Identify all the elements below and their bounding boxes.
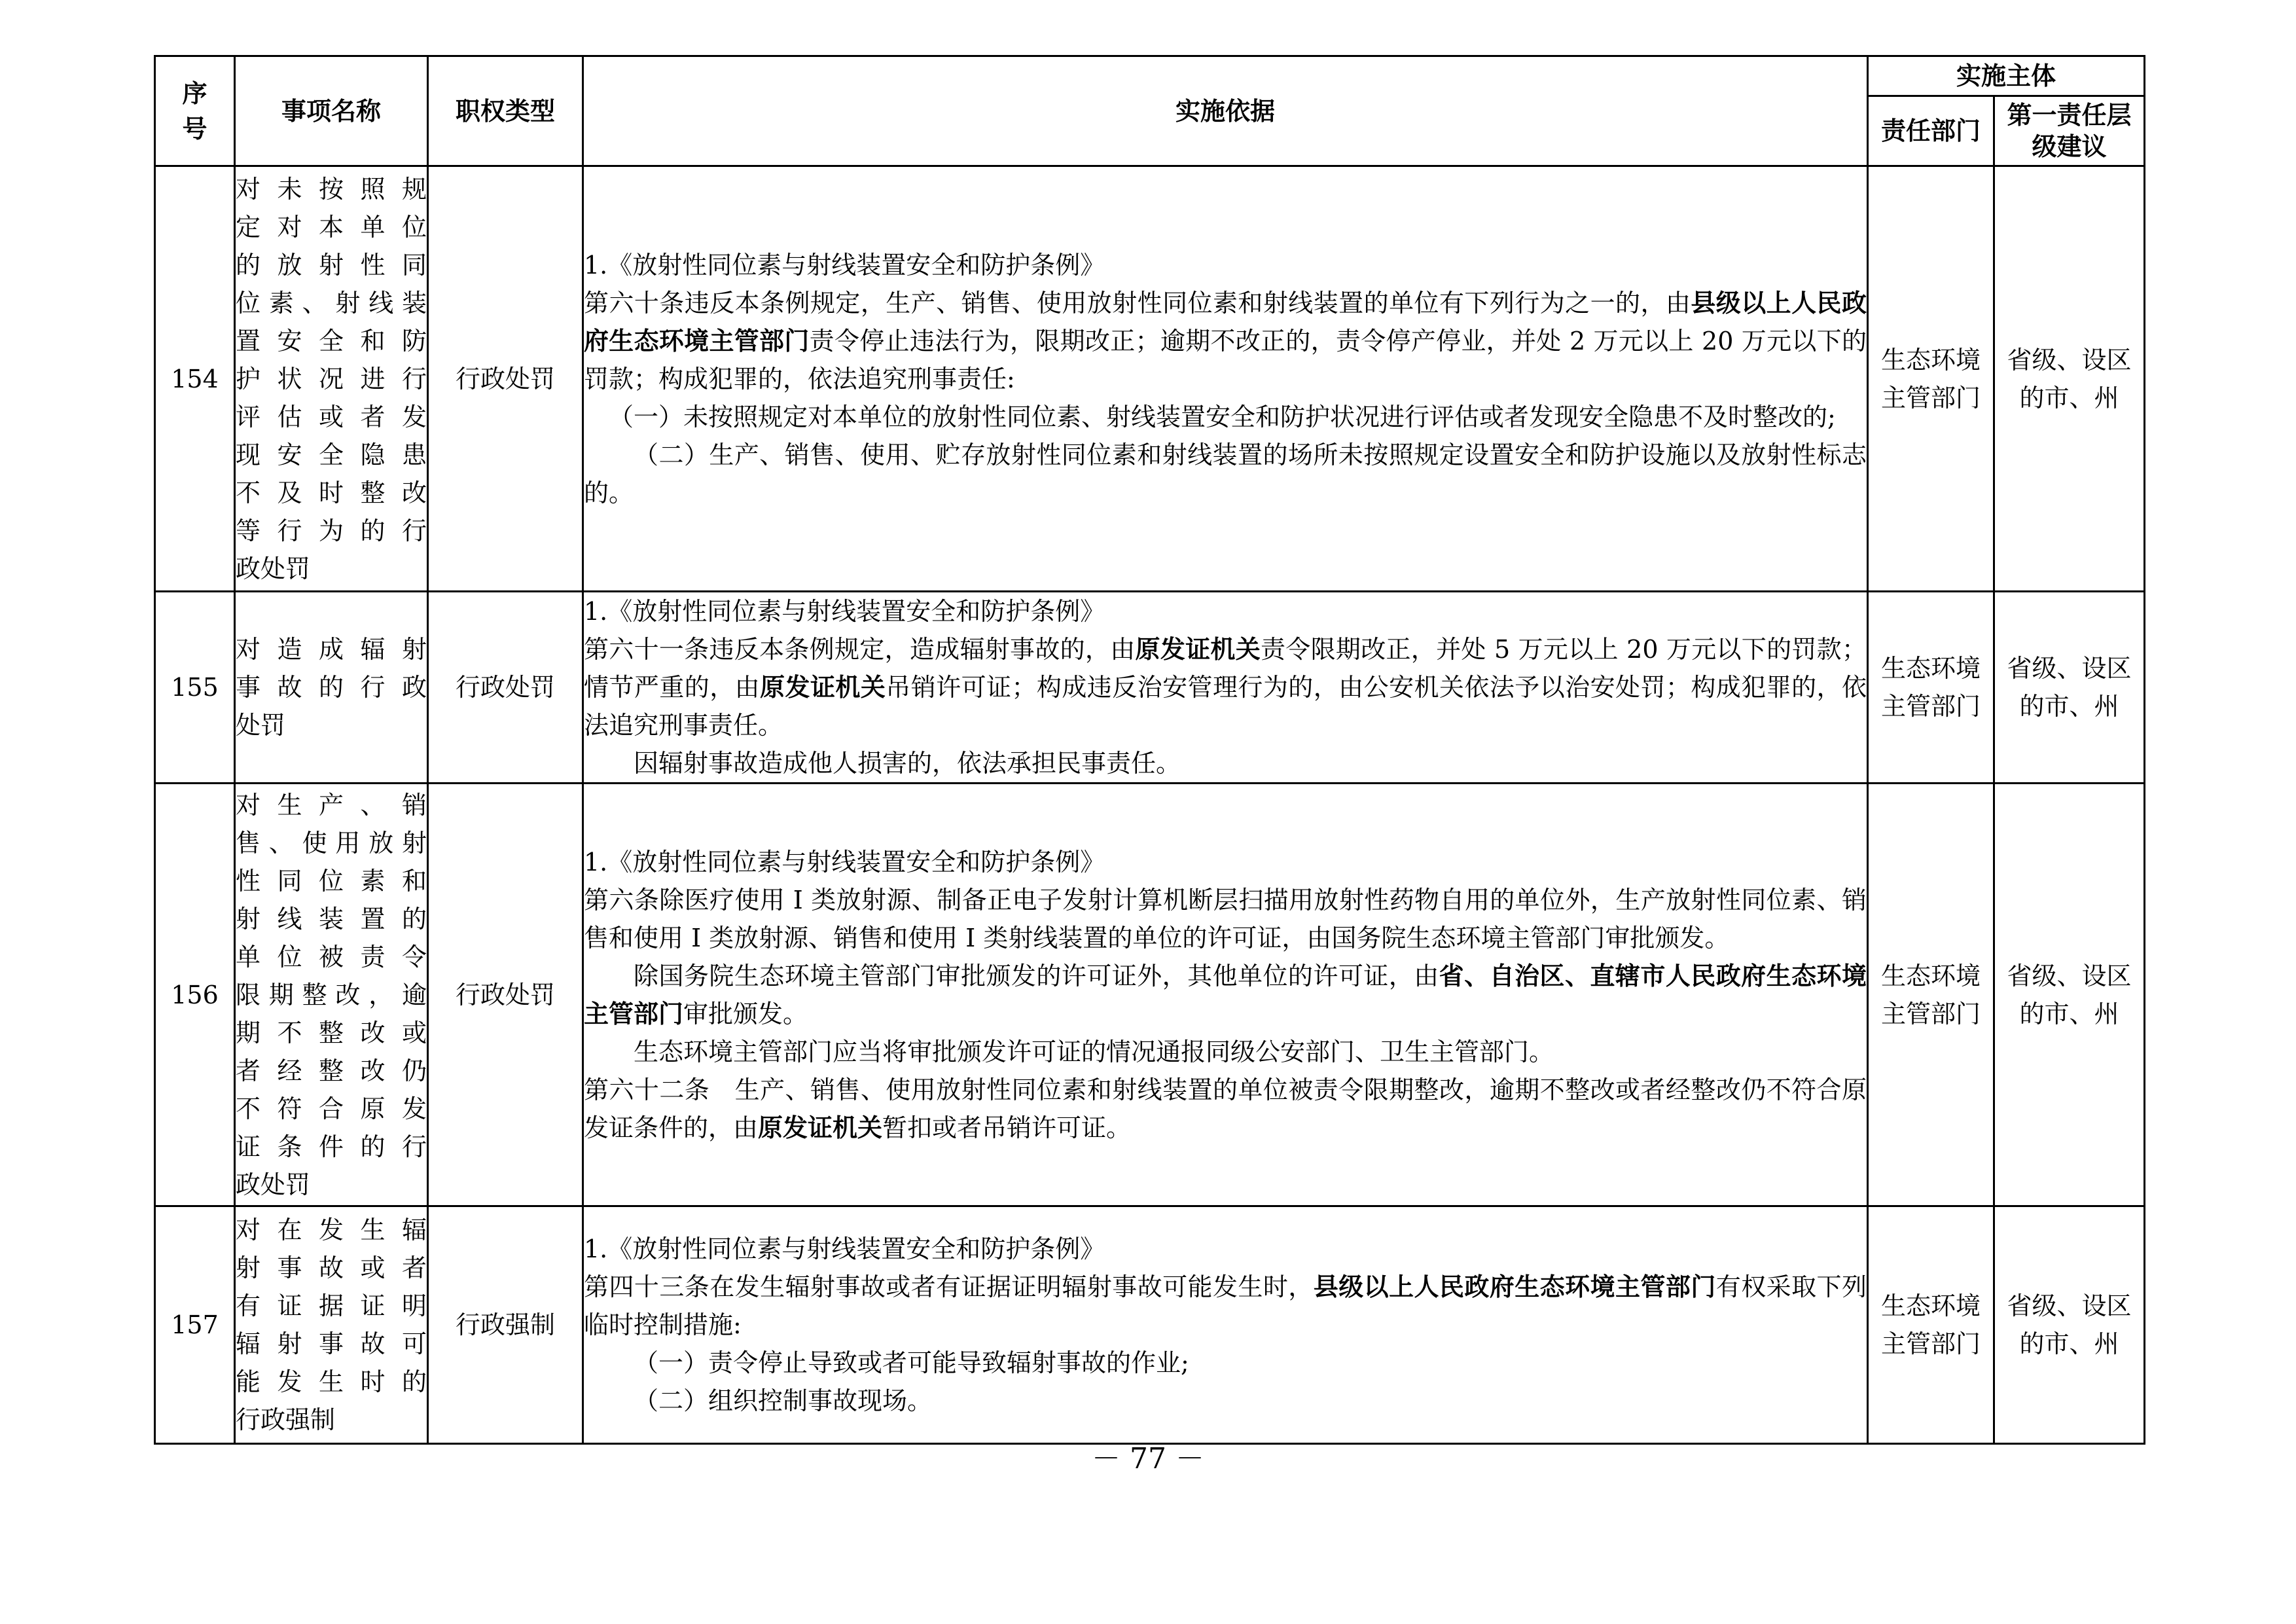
row-type: 行政处罚 [428,784,583,1206]
row-type: 行政强制 [428,1206,583,1444]
row-seq: 156 [155,784,235,1206]
row-seq: 154 [155,166,235,592]
row-level: 省级、设区 的市、州 [1994,592,2145,784]
table-row [155,166,2145,592]
row-basis: 1.《放射性同位素与射线装置安全和防护条例》 第六十条违反本条例规定，生产、销售、使用放射性同位素和射线装置的单位有下列行为之一的，由县级以上人民政府生态环境主管部门责令停止违法行为，限期改正；逾期不改正的，责令停产停业，并处 2 万元以上 20 万元以下的罚款；构成犯罪的，依法追究刑事责任: （一）未按照规定对本单位的放射性同位素、射线装置安全和防护状况进行评估或者发现安全隐患不及时整改的; （二）生产、销售、使用、贮存放射性同位素和射线装置的场所未按照规定设置安全和防护设施以及放射性标志的。 [583,166,1868,592]
header-basis: 实施依据 [583,56,1868,166]
table-row [155,1206,2145,1444]
table-row [155,784,2145,1206]
row-level: 省级、设区 的市、州 [1994,784,2145,1206]
row-dept: 生态环境 主管部门 [1868,1206,1994,1444]
row-level: 省级、设区 的市、州 [1994,166,2145,592]
table-row [155,592,2145,784]
header-dept: 责任部门 [1868,96,1994,166]
header-name: 事项名称 [235,56,428,166]
header-level: 第一责任层级建议 [1994,96,2145,166]
row-item-name: 对生产、销 售、使用放射 性同位素和 射线装置的 单位被责令 限期整改，逾 期不整改或 者经整改仍 不符合原发 证条件的行 政处罚 [235,784,428,1206]
row-type: 行政处罚 [428,592,583,784]
row-item-name: 对在发生辐 射事故或者 有证据证明 辐射事故可 能发生时的 行政强制 [235,1206,428,1444]
row-basis: 1.《放射性同位素与射线装置安全和防护条例》 第六条除医疗使用 I 类放射源、制备正电子发射计算机断层扫描用放射性药物自用的单位外，生产放射性同位素、销售和使用 I 类放射源、销售和使用 I 类射线装置的单位的许可证，由国务院生态环境主管部门审批颁发。 除国务院生态环境主管部门审批颁发的许可证外，其他单位的许可证，由省、自治区、直辖市人民政府生态环境主管部门审批颁发。 生态环境主管部门应当将审批颁发许可证的情况通报同级公安部门、卫生主管部门。 第六十二条 生产、销售、使用放射性同位素和射线装置的单位被责令限期整改，逾期不整改或者经整改仍不符合原发证条件的，由原发证机关暂扣或者吊销许可证。 [583,784,1868,1206]
page-number: － 77 － [1092,1442,1204,1475]
row-type: 行政处罚 [428,166,583,592]
row-dept: 生态环境 主管部门 [1868,592,1994,784]
row-item-name: 对未按照规 定对本单位 的放射性同 位素、射线装 置安全和防 护状况进行 评估或者发 现安全隐患 不及时整改 等行为的行 政处罚 [235,166,428,592]
row-level: 省级、设区 的市、州 [1994,1206,2145,1444]
header-seq: 序号 [155,56,235,166]
row-seq: 157 [155,1206,235,1444]
row-dept: 生态环境 主管部门 [1868,166,1994,592]
row-basis: 1.《放射性同位素与射线装置安全和防护条例》 第四十三条在发生辐射事故或者有证据证明辐射事故可能发生时，县级以上人民政府生态环境主管部门有权采取下列临时控制措施: （一）责令停止导致或者可能导致辐射事故的作业; （二）组织控制事故现场。 [583,1206,1868,1444]
row-basis: 1.《放射性同位素与射线装置安全和防护条例》 第六十一条违反本条例规定，造成辐射事故的，由原发证机关责令限期改正，并处 5 万元以上 20 万元以下的罚款；情节严重的，由原发证机关吊销许可证；构成违反治安管理行为的，由公安机关依法予以治安处罚；构成犯罪的，依法追究刑事责任。 因辐射事故造成他人损害的，依法承担民事责任。 [583,592,1868,784]
row-item-name: 对造成辐射 事故的行政 处罚 [235,592,428,784]
row-dept: 生态环境 主管部门 [1868,784,1994,1206]
row-seq: 155 [155,592,235,784]
header-type: 职权类型 [428,56,583,166]
authority-table [154,55,2145,1445]
header-subject: 实施主体 [1868,56,2145,96]
